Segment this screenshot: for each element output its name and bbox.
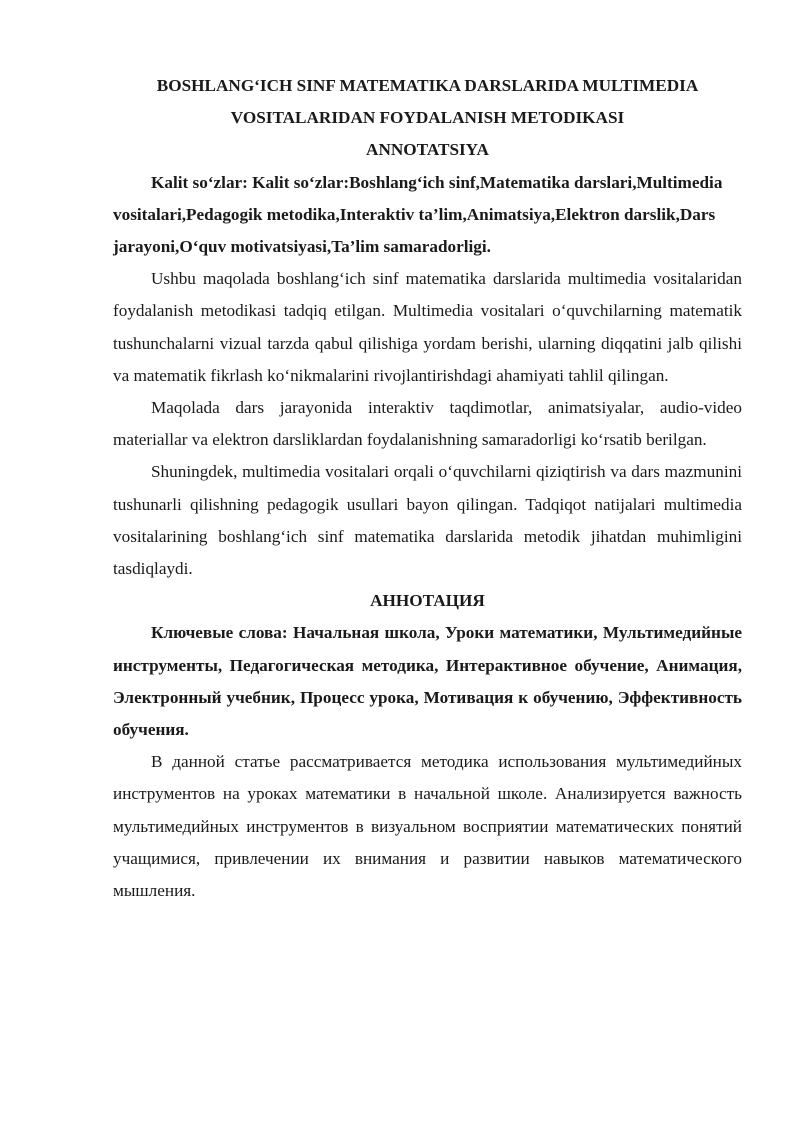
abstract-paragraph-uz-1: Ushbu maqolada boshlang‘ich sinf matematika darslarida multimedia vositalaridan foydalanish metodikasi tadqiq etilgan. Multimedia vositalari o‘quvchilarning matematik tushunchalarni vizual tarzda qabul qilishiga yordam berishi, ularning diqqatini jalb qilishi va matematik fikrlash ko‘nikmalarini rivojlantirishdagi ahamiyati tahlil qilingan. bbox=[113, 269, 742, 385]
document-body bbox=[113, 70, 742, 907]
abstract-paragraph-ru-1: В данной статье рассматривается методика использования мультимедийных инструментов на уроках математики в начальной школе. Анализируется важность мультимедийных инструментов в визуальном восприятии математических понятий учащимися, привлечении их внимания и развитии навыков математического мышления. bbox=[113, 752, 742, 901]
title-line-1: BOSHLANG‘ICH SINF MATEMATIKA DARSLARIDA MULTIMEDIA bbox=[156, 76, 699, 95]
keywords-ru: Ключевые слова: Начальная школа, Уроки математики, Мультимедийные инструменты, Педагогическая методика, Интерактивное обучение, Анимация, Электронный учебник, Процесс урока, Мотивация к обучению, Эффективность обучения. bbox=[113, 623, 742, 740]
annotation-heading-uz: ANNOTATSIYA bbox=[366, 140, 489, 160]
title-line-2: VOSITALARIDAN FOYDALANISH METODIKASI bbox=[230, 108, 625, 128]
abstract-paragraph-uz-3: Shuningdek, multimedia vositalari orqali o‘quvchilarni qiziqtirish va dars mazmunini tushunarli qilishning pedagogik usullari bayon qilingan. Tadqiqot natijalari multimedia vositalarining boshlang‘ich sinf matematika darslarida metodik jihatdan muhimligini tasdiqlaydi. bbox=[113, 462, 742, 579]
abstract-paragraph-uz-2: Maqolada dars jarayonida interaktiv taqdimotlar, animatsiyalar, audio-video materiallar va elektron darsliklardan foydalanishning samaradorligi ko‘rsatib berilgan. bbox=[113, 398, 742, 450]
document-title bbox=[113, 70, 742, 134]
keywords-uz: Kalit so‘zlar: Kalit so‘zlar:Boshlang‘ich sinf,Matematika darslari,Multimedia vositalari,Pedagogik metodika,Interaktiv ta’lim,Animatsiya,Elektron darslik,Dars jarayoni,O‘quv motivatsiyasi,Ta’lim samaradorligi. bbox=[113, 172, 723, 257]
annotation-heading-ru: АННОТАЦИЯ bbox=[370, 591, 485, 611]
